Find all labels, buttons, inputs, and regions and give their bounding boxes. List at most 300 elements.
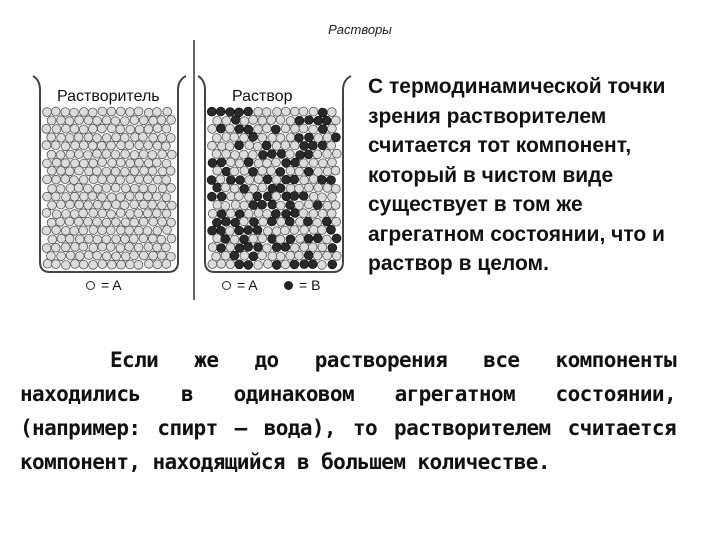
solute-particle — [277, 150, 286, 159]
solvent-particle — [217, 142, 226, 151]
solute-particle — [244, 158, 253, 167]
solute-particle — [318, 141, 327, 150]
solvent-particle — [47, 150, 56, 159]
solvent-particle — [122, 252, 131, 261]
solvent-particle — [43, 259, 52, 268]
solvent-particle — [244, 209, 253, 218]
solvent-particle — [107, 175, 116, 184]
solvent-particle — [323, 251, 332, 260]
solvent-particle — [125, 108, 134, 117]
solvent-particle — [153, 108, 162, 117]
solvent-particle — [226, 260, 235, 269]
solute-particle — [254, 243, 263, 252]
solvent-particle — [208, 141, 217, 150]
solvent-particle — [79, 242, 88, 251]
solvent-particle — [309, 209, 318, 218]
solvent-particle — [319, 159, 328, 168]
solute-particle — [318, 125, 327, 134]
solute-particle — [286, 201, 295, 210]
solvent-particle — [117, 260, 126, 269]
solvent-particle — [79, 209, 88, 218]
solvent-particle — [290, 243, 299, 252]
solute-particle — [304, 150, 313, 159]
solvent-particle — [84, 251, 93, 260]
solvent-particle — [149, 251, 158, 260]
solvent-particle — [328, 193, 337, 202]
solvent-particle — [245, 141, 254, 150]
solvent-particle — [264, 260, 273, 269]
solvent-particle — [93, 200, 102, 209]
solvent-particle — [296, 218, 305, 227]
solute-particle — [235, 244, 244, 253]
solvent-particle — [249, 115, 258, 124]
solvent-particle — [263, 209, 272, 218]
solute-particle — [308, 141, 317, 150]
solute-particle — [314, 116, 323, 125]
solvent-particle — [80, 192, 89, 201]
solvent-particle — [126, 210, 135, 219]
solvent-particles — [42, 107, 176, 269]
solvent-particle — [148, 200, 157, 209]
solvent-particle — [112, 252, 121, 261]
solvent-particle — [262, 124, 271, 133]
solvent-particle — [106, 243, 115, 252]
solvent-particle — [267, 116, 276, 125]
solvent-particle — [71, 243, 80, 252]
solvent-particle — [167, 234, 176, 243]
solvent-particle — [116, 125, 125, 134]
solvent-particle — [75, 116, 84, 125]
solvent-particle — [276, 116, 285, 125]
solvent-particle — [47, 166, 56, 175]
solvent-particle — [134, 107, 143, 116]
solvent-particle — [162, 124, 171, 133]
solvent-particle — [98, 242, 107, 251]
solvent-particle — [226, 124, 235, 133]
solvent-particle — [208, 243, 217, 252]
solvent-particle — [89, 159, 98, 168]
solute-particle — [282, 175, 291, 184]
solvent-particle — [126, 175, 135, 184]
solvent-particle — [262, 108, 271, 117]
solvent-particle — [66, 200, 75, 209]
solvent-particle — [166, 134, 175, 143]
solvent-particle — [254, 107, 263, 116]
solvent-particle — [267, 167, 276, 176]
solvent-particle — [98, 107, 107, 116]
solvent-particle — [93, 218, 102, 227]
solvent-particle — [75, 252, 84, 261]
solvent-particle — [66, 184, 75, 193]
solvent-particle — [162, 176, 171, 185]
open-circle-icon — [86, 281, 95, 290]
solvent-particle — [273, 108, 282, 117]
solvent-particle — [117, 141, 126, 150]
solute-particle — [308, 260, 317, 269]
solvent-particle — [93, 167, 102, 176]
solvent-particle — [52, 158, 61, 167]
solvent-particle — [130, 116, 139, 125]
solvent-particle — [299, 124, 308, 133]
solvent-particle — [208, 260, 217, 269]
solvent-particle — [125, 141, 134, 150]
solvent-particle — [121, 150, 130, 159]
solute-particle — [235, 141, 244, 150]
solvent-particle — [276, 235, 285, 244]
solvent-particle — [89, 124, 98, 133]
solvent-particle — [143, 192, 152, 201]
solvent-particle — [88, 192, 97, 201]
solvent-particle — [102, 116, 111, 125]
solvent-particle — [327, 209, 336, 218]
solvent-particle — [222, 150, 231, 159]
solvent-particle — [126, 260, 135, 269]
solvent-particle — [79, 226, 88, 235]
solvent-particle — [216, 175, 225, 184]
solvent-particle — [332, 116, 341, 125]
solvent-particle — [277, 217, 286, 226]
solvent-particle — [42, 141, 51, 150]
solvent-particle — [139, 116, 148, 125]
solvent-particle — [240, 166, 249, 175]
solvent-particle — [281, 260, 290, 269]
solvent-particle — [125, 242, 134, 251]
solvent-particle — [125, 192, 134, 201]
solvent-particle — [286, 133, 295, 142]
solvent-particle — [57, 200, 66, 209]
solvent-particle — [42, 209, 51, 218]
solute-particle — [226, 108, 235, 117]
solute-particle — [318, 175, 327, 184]
solvent-particle — [98, 158, 107, 167]
solvent-label: Растворитель — [54, 88, 163, 106]
solvent-particle — [157, 235, 166, 244]
solvent-particle — [89, 175, 98, 184]
solvent-particle — [153, 243, 162, 252]
solute-particle — [322, 217, 331, 226]
solute-particle — [249, 167, 258, 176]
solvent-particle — [290, 107, 299, 116]
solute-particle — [327, 225, 336, 234]
solvent-particle — [75, 166, 84, 175]
solvent-particle — [57, 234, 66, 243]
solute-particle — [235, 260, 244, 269]
solvent-particle — [135, 226, 144, 235]
solvent-particle — [162, 243, 171, 252]
solvent-particle — [226, 158, 235, 167]
solvent-particle — [130, 200, 139, 209]
solvent-particle — [323, 167, 332, 176]
solvent-particle — [318, 209, 327, 218]
solute-particle — [217, 210, 226, 219]
solvent-particle — [299, 159, 308, 168]
solvent-particle — [212, 150, 221, 159]
solute-particle — [300, 260, 309, 269]
side-paragraph: С термодинамической точки зрения растворителем считается тот компонент, который в чистом виде существует в том же агрегатном состоянии, что и раствор в целом. — [368, 75, 666, 275]
solvent-particle — [240, 251, 249, 260]
solvent-particle — [98, 260, 107, 269]
solute-particle — [263, 175, 272, 184]
solvent-particle — [56, 217, 65, 226]
solvent-particle — [125, 226, 134, 235]
solute-particle — [268, 200, 277, 209]
solvent-particle — [235, 192, 244, 201]
solvent-particle — [148, 151, 157, 160]
solvent-particle — [304, 200, 313, 209]
solute-particle — [272, 243, 281, 252]
solute-particle — [253, 192, 262, 201]
solute-particle — [207, 176, 216, 185]
solvent-particle — [74, 183, 83, 192]
solvent-particle — [295, 251, 304, 260]
solvent-particle — [286, 251, 295, 260]
solvent-particle — [153, 124, 162, 133]
solvent-particle — [308, 243, 317, 252]
solvent-particle — [208, 124, 217, 133]
solvent-particle — [318, 243, 327, 252]
solvent-particle — [272, 192, 281, 201]
solvent-particle — [65, 167, 74, 176]
solvent-particle — [245, 193, 254, 202]
solute-particle — [332, 133, 341, 142]
solvent-particle — [131, 133, 140, 142]
solute-particle — [304, 251, 313, 260]
solvent-particle — [268, 133, 277, 142]
solvent-particle — [70, 176, 79, 185]
solvent-particle — [43, 192, 52, 201]
solvent-particle — [258, 183, 267, 192]
solvent-particle — [111, 183, 120, 192]
solvent-particle — [61, 159, 70, 168]
solute-particle — [262, 141, 271, 150]
solvent-particle — [79, 141, 88, 150]
solvent-particle — [143, 209, 152, 218]
legend-text-b: = B — [299, 277, 321, 293]
solvent-particle — [65, 234, 74, 243]
solute-particle — [244, 261, 253, 270]
solvent-particle — [254, 175, 263, 184]
solvent-particle — [85, 167, 94, 176]
solvent-particle — [93, 251, 102, 260]
solute-particle — [271, 125, 280, 134]
solvent-particle — [162, 142, 171, 151]
solvent-particle — [221, 183, 230, 192]
solute-particle — [244, 226, 253, 235]
solvent-particle — [254, 125, 263, 134]
solvent-particle — [88, 108, 97, 117]
solvent-particle — [117, 226, 126, 235]
solvent-particle — [66, 251, 75, 260]
solvent-particle — [152, 209, 161, 218]
solvent-particle — [281, 107, 290, 116]
slide-title: Растворы — [328, 22, 392, 37]
solute-particle — [318, 108, 327, 117]
solvent-particle — [102, 184, 111, 193]
solute-particle — [290, 260, 299, 269]
solvent-particle — [57, 133, 66, 142]
solute-particle — [240, 184, 249, 193]
solvent-particle — [71, 260, 80, 269]
solvent-particle — [93, 116, 102, 125]
solvent-particle — [263, 227, 272, 236]
solute-particle — [208, 159, 217, 168]
solvent-particle — [217, 259, 226, 268]
solvent-particle — [258, 133, 267, 142]
solute-particle — [272, 261, 281, 270]
right-legend-a — [222, 277, 258, 293]
solvent-particle — [130, 251, 139, 260]
legend-text-a: = A — [237, 277, 258, 293]
solvent-particle — [85, 234, 94, 243]
solvent-particle — [70, 226, 79, 235]
solvent-particle — [106, 226, 115, 235]
solute-particle — [290, 175, 299, 184]
solute-particle — [235, 125, 244, 134]
solvent-particle — [62, 124, 71, 133]
solvent-particle — [144, 108, 153, 117]
solvent-particle — [112, 218, 121, 227]
solvent-particle — [323, 235, 332, 244]
solvent-particle — [79, 125, 88, 134]
solution-particles — [207, 107, 341, 269]
solute-particle — [226, 176, 235, 185]
solvent-particle — [57, 116, 66, 125]
solvent-particle — [134, 260, 143, 269]
solvent-particle — [167, 150, 176, 159]
solute-particle — [282, 159, 291, 168]
solute-particle — [207, 107, 216, 116]
solvent-particle — [135, 192, 144, 201]
solvent-particle — [157, 251, 166, 260]
solvent-particle — [153, 175, 162, 184]
solvent-particle — [102, 150, 111, 159]
solvent-particle — [272, 158, 281, 167]
solvent-particle — [309, 175, 318, 184]
solvent-particle — [61, 175, 70, 184]
solvent-particle — [263, 159, 272, 168]
solvent-particle — [144, 141, 153, 150]
solvent-particle — [230, 167, 239, 176]
solvent-particle — [208, 209, 217, 218]
solvent-particle — [70, 192, 79, 201]
solvent-particle — [212, 134, 221, 143]
solvent-particle — [103, 201, 112, 210]
solvent-particle — [149, 217, 158, 226]
solute-particle — [299, 192, 308, 201]
solvent-particle — [158, 167, 167, 176]
solvent-particle — [80, 108, 89, 117]
solute-particle — [291, 209, 300, 218]
solvent-particle — [107, 260, 116, 269]
solvent-particle — [139, 217, 148, 226]
solvent-particle — [328, 158, 337, 167]
solvent-particle — [268, 252, 277, 261]
solvent-particle — [98, 124, 107, 133]
solvent-particle — [116, 158, 125, 167]
solvent-particle — [48, 235, 57, 244]
solvent-particle — [75, 200, 84, 209]
solvent-particle — [48, 201, 57, 210]
solvent-particle — [84, 116, 93, 125]
solvent-particle — [89, 226, 98, 235]
solvent-particle — [226, 243, 235, 252]
solvent-particle — [57, 252, 66, 261]
solvent-particle — [163, 107, 172, 116]
solute-particle — [222, 167, 231, 176]
solvent-particle — [309, 192, 318, 201]
solvent-particle — [89, 209, 98, 218]
solvent-particle — [116, 209, 125, 218]
solvent-particle — [162, 209, 171, 218]
solvent-particle — [135, 175, 144, 184]
solvent-particle — [153, 226, 162, 235]
solvent-particle — [84, 133, 93, 142]
solvent-particle — [135, 158, 144, 167]
solvent-particle — [290, 226, 299, 235]
solute-particle — [217, 192, 226, 201]
solute-particle — [304, 217, 313, 226]
solvent-particle — [98, 175, 107, 184]
solvent-particle — [158, 134, 167, 143]
solvent-particle — [323, 184, 332, 193]
solvent-particle — [253, 142, 262, 151]
solvent-particle — [300, 243, 309, 252]
solvent-particle — [254, 209, 263, 218]
solvent-particle — [230, 133, 239, 142]
solvent-particle — [272, 142, 281, 151]
solvent-particle — [139, 150, 148, 159]
solvent-particle — [65, 217, 74, 226]
solvent-particle — [121, 167, 130, 176]
solvent-particle — [259, 217, 268, 226]
solvent-particle — [121, 218, 130, 227]
solute-particle — [213, 183, 222, 192]
solvent-particle — [144, 243, 153, 252]
solvent-particle — [42, 226, 51, 235]
solute-particle — [267, 150, 276, 159]
solvent-particle — [148, 167, 157, 176]
solvent-particle — [130, 151, 139, 160]
solvent-particle — [139, 234, 148, 243]
solute-particle — [268, 235, 277, 244]
solvent-particle — [163, 226, 172, 235]
solute-particle — [244, 242, 253, 251]
solvent-particle — [213, 166, 222, 175]
solvent-particle — [139, 184, 148, 193]
solvent-particle — [318, 226, 327, 235]
solute-particle — [249, 252, 258, 261]
solvent-particle — [79, 260, 88, 269]
solvent-particle — [323, 201, 332, 210]
solvent-particle — [51, 192, 60, 201]
solvent-particle — [295, 167, 304, 176]
solvent-particle — [43, 175, 52, 184]
solute-particle — [304, 234, 313, 243]
solvent-particle — [74, 133, 83, 142]
solvent-particle — [167, 184, 176, 193]
solvent-particle — [79, 175, 88, 184]
right-legend-b — [284, 277, 320, 293]
solute-particle — [259, 151, 268, 160]
solvent-particle — [221, 251, 230, 260]
solvent-particle — [299, 107, 308, 116]
bottom-paragraph — [20, 343, 676, 479]
solvent-particle — [108, 159, 117, 168]
solute-particle — [235, 226, 244, 235]
solute-particle — [249, 201, 258, 210]
solvent-particle — [116, 107, 125, 116]
solvent-particle — [112, 200, 121, 209]
